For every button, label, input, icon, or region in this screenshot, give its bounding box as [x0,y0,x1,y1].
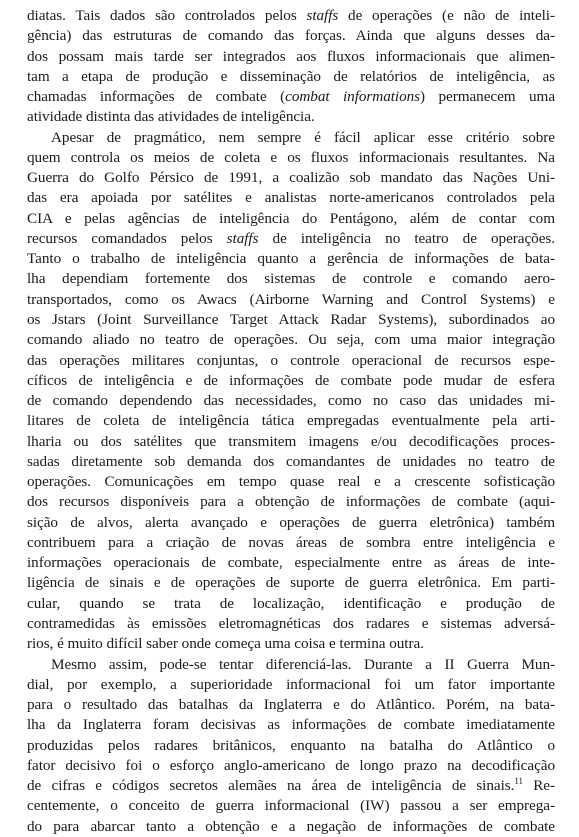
paragraph [27,6,555,128]
text-line [27,310,555,330]
text-segment: para o resultado das batalhas da Inglaterra e do Atlântico. Porém, na bata- [27,696,555,714]
text-segment: dial, por exemplo, a superioridade informacional foi um fator importante [27,675,555,693]
text-segment: recursos comandados pelos [27,229,227,247]
text-line [27,209,555,229]
text-line [27,756,555,776]
text-segment: dos possam mais tarde ser integrados aos fluxos informacionais que alimen- [27,47,555,65]
italic-text: staffs [306,7,339,24]
text-segment: atividade distinta das atividades de inteligência. [27,108,315,126]
text-line [27,107,555,127]
text-segment: operações. Comunicações em tempo quase real e a crescente sofisticação [27,473,555,491]
text-segment: transportados, como os Awacs (Airborne Warning and Control Systems) e [27,290,555,308]
text-segment: lha da Inglaterra foram decisivas as informações de combate imediatamente [27,716,555,734]
text-line [27,269,555,289]
text-segment: fator decisivo foi o esforço anglo-americano de longo prazo na decodificação [27,756,555,774]
text-line [27,513,555,533]
text-line [27,553,555,573]
text-segment: Mesmo assim, pode-se tentar diferenciá-las. Durante a II Guerra Mun- [51,655,555,673]
text-segment: de cifras e códigos secretos alemães na área de inteligência de sinais. [27,777,515,795]
text-line [27,492,555,512]
text-line [27,634,555,654]
text-segment: gência) das estruturas de comando das forças. Ainda que alguns desses da- [27,27,555,45]
text-segment: cular, quando se trata de localização, identificação e produção de [27,594,555,612]
text-segment: ligência de sinais e de operações de suporte de guerra eletrônica. Em parti- [27,574,555,592]
text-line [27,817,555,837]
text-line [27,148,555,168]
text-segment: sadas diretamente sob demanda dos comandantes de unidades no teatro de [27,452,555,470]
text-segment: ) permanecem uma [420,88,556,106]
text-line [27,188,555,208]
text-segment: CIA e pelas agências de inteligência do Pentágono, além de contar com [27,209,555,227]
text-line [27,330,555,350]
text-line [27,452,555,472]
text-segment: lha dependiam fortemente dos sistemas de controle e comando aero- [27,270,555,288]
text-segment: das era apoiada por satélites e analistas norte-americanos controlados pela [27,189,555,207]
text-line [27,290,555,310]
text-line [27,87,555,107]
text-line [27,26,555,46]
text-line [27,391,555,411]
text-line [27,6,555,26]
text-line [27,371,555,391]
paragraph [27,128,555,655]
text-line [27,168,555,188]
text-line [27,67,555,87]
text-segment: contribuem para a criação de novas áreas de sombra entre inteligência e [27,533,555,551]
text-segment: cíficos de inteligência e de informações de combate pode mudar de esfera [27,371,555,389]
text-segment: lharia ou dos satélites que transmitem imagens e/ou decodificações proces- [27,432,555,450]
text-segment: dos recursos disponíveis para a obtenção de informações de combate (aqui- [27,493,555,511]
text-segment: tam a etapa de produção e disseminação de relatórios de inteligência, as [27,67,555,85]
text-segment: centemente, o conceito de guerra informacional (IW) passou a ser emprega- [27,797,555,815]
text-segment: Tanto o trabalho de inteligência quanto a gerência de informações de bata- [27,250,555,268]
text-line [27,472,555,492]
text-segment: chamadas informações de combate ( [27,88,286,106]
text-segment: de comando dependendo das necessidades, como no caso das unidades mi- [27,392,555,410]
italic-text: staffs [226,229,259,247]
text-line [27,533,555,553]
text-line [27,736,555,756]
text-segment: comando aliado no teatro de operações. Ou seja, com uma maior integração [27,331,555,349]
text-line [27,351,555,371]
text-line [27,594,555,614]
text-segment: de inteligência no teatro de operações. [258,229,555,247]
text-segment: rios, é muito difícil saber onde começa uma coisa e termina outra. [27,635,424,653]
italic-text: combat informations [285,88,421,106]
text-segment: do para abarcar tanto a obtenção e a negação de informações de combate [27,817,555,835]
footnote-ref: 11 [514,776,523,787]
text-line [27,229,555,249]
text-line [27,128,555,148]
document-page [27,6,555,837]
text-segment: Apesar de pragmático, nem sempre é fácil aplicar esse critério sobre [51,128,555,146]
text-line [27,432,555,452]
text-segment: Guerra do Golfo Pérsico de 1991, a coalizão sob mandato das Nações Uni- [27,169,555,187]
text-line [27,655,555,675]
text-segment: contramedidas às emissões eletromagnéticas dos radares e sistemas adversá- [27,614,555,632]
paragraph [27,655,555,837]
text-line [27,249,555,269]
text-line [27,715,555,735]
text-line [27,614,555,634]
text-segment: das operações militares conjuntas, o controle operacional de recursos espe- [27,351,555,369]
text-segment: diatas. Tais dados são controlados pelos [27,7,307,24]
text-line [27,695,555,715]
text-segment: Re- [522,777,556,795]
text-line [27,47,555,67]
text-line [27,675,555,695]
text-segment: os Jstars (Joint Surveillance Target Attack Radar Systems), subordinados ao [27,310,555,328]
text-segment: produzidas pelos radares britânicos, enquanto na batalha do Atlântico o [27,736,555,754]
text-segment: quem controla os meios de coleta e os fluxos informacionais resultantes. Na [27,148,555,166]
text-line [27,796,555,816]
text-line [27,776,555,796]
text-line [27,411,555,431]
text-line [27,573,555,593]
text-segment: sição de alvos, alerta avançado e operações de guerra eletrônica) também [27,513,555,531]
text-segment: litares de coleta de inteligência tática empregadas eventualmente pela arti- [27,412,555,430]
text-segment: informações operacionais de combate, especialmente entre as áreas de inte- [27,554,555,572]
text-segment: de operações (e não de inteli- [338,7,555,24]
